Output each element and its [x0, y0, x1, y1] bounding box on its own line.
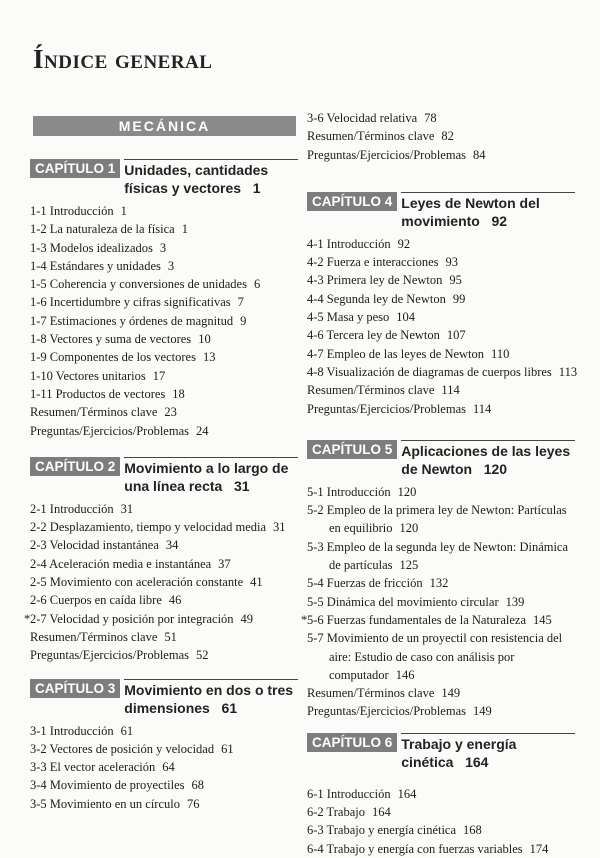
toc-entry	[307, 253, 575, 271]
chapter-header	[30, 679, 298, 717]
chapter-title	[401, 733, 575, 771]
toc-entry	[30, 722, 298, 740]
entry-page: 41	[250, 575, 263, 590]
toc-entry	[307, 593, 575, 611]
chapter-title	[124, 679, 298, 717]
toc-entry	[30, 573, 298, 591]
toc-entry	[30, 555, 298, 573]
entry-page: 146	[395, 667, 415, 682]
entry-title: Preguntas/Ejercicios/Problemas	[307, 401, 466, 416]
entry-title: 2-4 Aceleración media e instantánea	[30, 556, 212, 571]
entry-title: 5-4 Fuerzas de fricción	[307, 576, 423, 591]
chapter-title-text: Aplicaciones de las leyes de Newton	[401, 442, 571, 477]
entry-title: 4-7 Empleo de las leyes de Newton	[307, 346, 485, 361]
entry-page: 107	[446, 328, 466, 343]
toc-entry	[307, 127, 575, 145]
entry-title: 1-6 Incertidumbre y cifras significativas	[30, 295, 231, 310]
toc-entry	[30, 740, 298, 758]
entry-title: 5-2 Empleo de la primera ley de Newton: Partículas en equilibrio	[307, 503, 567, 536]
entry-title: 2-5 Movimiento con aceleración constante	[30, 575, 244, 590]
entry-page: 78	[424, 111, 437, 125]
entry-page: 1	[181, 222, 188, 237]
entry-title: 6-1 Introducción	[307, 786, 391, 801]
entry-title: 3-5 Movimiento en un círculo	[30, 796, 180, 811]
entry-title: 4-4 Segunda ley de Newton	[307, 291, 446, 306]
toc-entry	[30, 293, 298, 311]
chapter-page: 120	[483, 460, 508, 477]
entry-page: 23	[164, 405, 177, 420]
toc-entry	[307, 803, 575, 821]
entry-page: 46	[168, 593, 182, 608]
entry-title: 6-2 Trabajo	[307, 805, 365, 820]
entry-page: 68	[191, 778, 204, 793]
entry-page: 164	[397, 786, 417, 801]
page-title: Índice general	[33, 44, 213, 74]
left-column	[24, 159, 298, 813]
toc-entry	[30, 239, 298, 257]
chapter-label: CAPÍTULO 5	[307, 440, 397, 459]
entry-page: 3	[159, 240, 167, 255]
chapter-title-text: Movimiento en dos o tres dimensiones	[124, 681, 294, 716]
entry-page: 99	[452, 291, 466, 306]
entry-page: 10	[198, 332, 211, 347]
entry-title: Preguntas/Ejercicios/Problemas	[30, 423, 189, 438]
toc-entry	[30, 536, 298, 554]
toc-entry	[307, 400, 575, 418]
entry-title: 1-10 Vectores unitarios	[30, 368, 146, 383]
entry-title: 2-7 Velocidad y posición por integración	[30, 611, 234, 626]
entry-title: 3-1 Introducción	[30, 723, 114, 738]
entry-page: 132	[429, 576, 449, 591]
chapter-header	[307, 440, 575, 478]
entry-page: 49	[240, 611, 254, 626]
toc-entry	[307, 574, 575, 592]
entry-title: 1-9 Componentes de los vectores	[30, 350, 196, 365]
chapter-3-continued	[307, 109, 575, 164]
toc-entry	[30, 202, 298, 220]
entry-page: 7	[237, 295, 244, 310]
entry-page: 168	[463, 823, 482, 838]
footnote-marker: *	[301, 612, 308, 627]
chapter-page: 61	[221, 699, 238, 716]
toc-entry	[30, 312, 298, 330]
toc-entry	[30, 500, 298, 518]
entry-page: 125	[399, 558, 419, 573]
entry-title: 1-11 Productos de vectores	[30, 386, 166, 401]
entry-title: 3-2 Vectores de posición y velocidad	[30, 741, 215, 756]
chapter-title	[401, 192, 575, 230]
toc-entry	[307, 235, 575, 253]
chapter-header	[307, 192, 575, 230]
entry-title: 1-7 Estimaciones y órdenes de magnitud	[30, 313, 234, 328]
entry-title: 4-3 Primera ley de Newton	[307, 273, 443, 288]
chapter-title-text: Trabajo y energía cinética	[401, 735, 517, 770]
right-column	[301, 109, 578, 858]
chapter-page: 1	[252, 180, 261, 196]
entry-title: Resumen/Términos clave	[307, 129, 435, 144]
entry-title: 2-6 Cuerpos en caída libre	[30, 593, 162, 608]
entry-page: 114	[473, 401, 492, 416]
toc-entry	[307, 109, 575, 127]
toc-entry	[307, 483, 575, 501]
chapter-2	[24, 457, 298, 665]
toc-entry	[30, 518, 298, 536]
entry-page: 6	[253, 277, 261, 292]
entry-title: 4-8 Visualización de diagramas de cuerpos libres	[307, 364, 552, 379]
toc-entry	[307, 629, 575, 684]
entry-title: Resumen/Términos clave	[30, 629, 158, 644]
chapter-header	[30, 159, 298, 197]
chapter-label: CAPÍTULO 4	[307, 192, 397, 211]
entry-page: 104	[396, 310, 416, 325]
chapter-page: 31	[233, 477, 250, 494]
toc-entry	[30, 795, 298, 813]
entry-page: 24	[196, 423, 209, 438]
chapter-label: CAPÍTULO 2	[30, 457, 120, 476]
chapter-header	[30, 457, 298, 495]
entry-title: 1-8 Vectores y suma de vectores	[30, 332, 192, 347]
entry-page: 61	[120, 723, 134, 738]
toc-entry	[307, 821, 575, 839]
toc-entry	[307, 363, 578, 381]
toc-entry	[30, 403, 298, 421]
toc-entry	[307, 538, 575, 575]
entry-page: 51	[164, 629, 177, 644]
chapter-1	[30, 159, 298, 440]
entry-page: 52	[196, 648, 209, 663]
entry-page: 17	[152, 368, 166, 383]
entry-title: 6-4 Trabajo y energía con fuerzas variables	[307, 841, 523, 856]
toc-entry	[30, 776, 298, 794]
entry-title: 2-1 Introducción	[30, 501, 114, 516]
chapter-title	[124, 159, 298, 197]
entry-title: Resumen/Términos clave	[307, 686, 435, 701]
entry-page: 76	[186, 796, 200, 811]
chapter-label: CAPÍTULO 3	[30, 679, 120, 698]
entry-title: 4-1 Introducción	[307, 236, 391, 251]
entry-title: 5-7 Movimiento de un proyectil con resistencia del aire: Estudio de caso con análisis por computador	[307, 631, 563, 682]
entry-title: 5-6 Fuerzas fundamentales de la Naturaleza	[307, 612, 526, 627]
chapter-label: CAPÍTULO 1	[30, 159, 120, 178]
toc-entry	[307, 684, 575, 702]
toc-entry	[30, 758, 298, 776]
entry-title: 5-1 Introducción	[307, 484, 391, 499]
entry-title: 1-3 Modelos idealizados	[30, 240, 153, 255]
chapter-page: 92	[491, 212, 508, 229]
entry-page: 114	[441, 383, 460, 398]
toc-entry	[30, 257, 298, 275]
chapter-title	[124, 457, 298, 495]
section-banner: MECÁNICA	[33, 116, 296, 136]
toc-entry	[30, 348, 298, 366]
entry-page: 149	[441, 686, 461, 701]
entry-page: 34	[165, 538, 179, 553]
entry-page: 164	[372, 805, 391, 820]
entry-page: 82	[441, 129, 454, 144]
entry-page: 120	[397, 484, 417, 499]
entry-page: 95	[449, 273, 462, 288]
entry-title: Resumen/Términos clave	[307, 383, 435, 398]
toc-entry	[24, 610, 298, 628]
entry-title: 1-5 Coherencia y conversiones de unidades	[30, 277, 247, 292]
entry-page: 31	[120, 501, 134, 516]
toc-entry	[30, 646, 298, 664]
chapter-6	[307, 733, 575, 858]
entry-title: 2-2 Desplazamiento, tiempo y velocidad media	[30, 520, 267, 535]
toc-entry	[30, 275, 298, 293]
footnote-marker: *	[24, 611, 31, 626]
entry-page: 92	[397, 236, 411, 251]
entry-page: 9	[240, 313, 247, 328]
chapter-title	[401, 440, 575, 478]
entry-page: 64	[162, 760, 175, 775]
toc-entry	[307, 345, 575, 363]
entry-page: 145	[533, 612, 552, 627]
toc-entry	[307, 290, 575, 308]
toc-entry	[30, 367, 298, 385]
toc-entry	[30, 422, 298, 440]
entry-page: 3	[167, 258, 175, 273]
entry-page: 139	[505, 594, 525, 609]
toc-entry	[307, 146, 575, 164]
toc-entry	[307, 501, 575, 538]
entry-page: 149	[473, 704, 492, 719]
entry-title: 4-6 Tercera ley de Newton	[307, 328, 440, 343]
toc-entry	[30, 628, 298, 646]
chapter-title-text: Unidades, cantidades físicas y vectores	[124, 162, 269, 196]
entry-title: Preguntas/Ejercicios/Problemas	[307, 704, 466, 719]
entry-page: 13	[202, 350, 216, 365]
entry-title: 3-4 Movimiento de proyectiles	[30, 778, 185, 793]
entry-page: 61	[221, 741, 234, 756]
chapter-header	[307, 733, 575, 771]
toc-entry	[30, 220, 298, 238]
chapter-title-text: Movimiento a lo largo de una línea recta	[124, 459, 289, 494]
toc-entry	[307, 381, 575, 399]
entry-title: Preguntas/Ejercicios/Problemas	[307, 147, 466, 162]
chapter-title-text: Leyes de Newton del movimiento	[401, 194, 540, 229]
chapter-4	[307, 192, 578, 418]
entry-title: 5-5 Dinámica del movimiento circular	[307, 594, 499, 609]
toc-entry	[30, 385, 298, 403]
entry-page: 120	[399, 521, 419, 536]
entry-page: 31	[273, 520, 286, 535]
chapter-5	[301, 440, 575, 721]
entry-title: Preguntas/Ejercicios/Problemas	[30, 648, 189, 663]
entry-title: 1-4 Estándares y unidades	[30, 258, 161, 273]
entry-page: 37	[218, 556, 231, 571]
toc-entry	[307, 308, 575, 326]
entry-title: 3-6 Velocidad relativa	[307, 111, 418, 125]
entry-page: 1	[120, 204, 127, 218]
entry-title: 4-2 Fuerza e interacciones	[307, 255, 439, 270]
toc-entry	[307, 702, 575, 720]
toc-entry	[307, 271, 575, 289]
chapter-page: 164	[465, 753, 489, 770]
entry-title: Resumen/Términos clave	[30, 405, 158, 420]
toc-entry	[30, 330, 298, 348]
chapter-label: CAPÍTULO 6	[307, 733, 397, 752]
entry-title: 1-2 La naturaleza de la física	[30, 222, 175, 237]
entry-title: 6-3 Trabajo y energía cinética	[307, 823, 457, 838]
entry-title: 3-3 El vector aceleración	[30, 760, 156, 775]
entry-title: 2-3 Velocidad instantánea	[30, 538, 159, 553]
entry-title: 5-3 Empleo de la segunda ley de Newton: Dinámica de partículas	[307, 539, 569, 573]
entry-title: 4-5 Masa y peso	[307, 310, 390, 325]
entry-page: 113	[558, 364, 578, 379]
entry-page: 174	[529, 841, 549, 856]
entry-page: 110	[491, 346, 510, 361]
entry-page: 84	[473, 147, 486, 162]
entry-page: 93	[445, 255, 459, 270]
toc-entry	[307, 326, 575, 344]
entry-title: 1-1 Introducción	[30, 204, 114, 218]
entry-page: 18	[172, 386, 185, 401]
toc-entry	[307, 785, 575, 803]
toc-entry	[301, 611, 575, 629]
toc-entry	[30, 591, 298, 609]
chapter-3	[30, 679, 298, 813]
